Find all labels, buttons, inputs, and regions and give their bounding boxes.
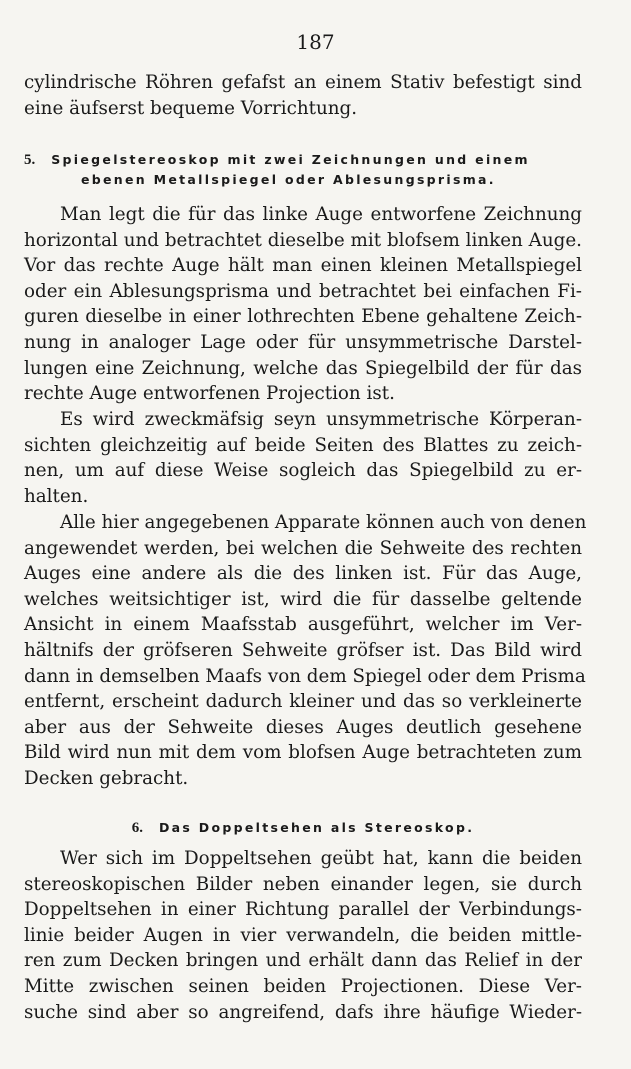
section-6-heading [24, 818, 582, 838]
text-line: nung in analoger Lage oder für unsymmetrische Darstel- [24, 331, 582, 353]
section-5-title-line1: Spiegelstereoskop mit zwei Zeichnungen und einem [51, 152, 530, 167]
text-line: hältnifs der gröfseren Sehweite gröfser ist. Das Bild wird [24, 639, 582, 661]
text-line: guren dieselbe in einer lothrechten Ebene gehaltene Zeich- [24, 306, 582, 328]
text-line: suche sind aber so angreifend, dafs ihre häufige Wieder- [24, 1001, 582, 1023]
section-6-number: 6. [131, 820, 143, 836]
text-line: ren zum Decken bringen und erhält dann das Relief in der [24, 950, 582, 972]
section-5-paragraph-3 [24, 510, 587, 792]
text-line: Wer sich im Doppeltsehen geübt hat, kann die beiden [60, 848, 582, 869]
text-line: lungen eine Zeichnung, welche das Spiegelbild der für das [24, 357, 582, 379]
text-line: dann in demselben Maafs von dem Spiegel oder dem Prisma [24, 665, 586, 687]
section-6-title: Das Doppeltsehen als Stereoskop. [159, 820, 475, 835]
section-5-paragraph-1 [24, 202, 582, 407]
text-line: Man legt die für das linke Auge entworfene Zeichnung [60, 204, 582, 225]
text-line: welches weitsichtiger ist, wird die für dasselbe geltende [24, 588, 582, 610]
text-line: oder ein Ablesungsprisma und betrachtet bei einfachen Fi- [24, 280, 582, 302]
intro-paragraph [24, 70, 582, 121]
text-line: Doppeltsehen in einer Richtung parallel der Verbindungs- [24, 899, 582, 921]
section-5-paragraph-2 [24, 407, 582, 509]
text-line: Bild wird nun mit dem vom blofsen Auge betrachteten zum [24, 742, 582, 764]
page-number: 187 [296, 30, 335, 54]
text-line: Mitte zwischen seinen beiden Projectionen. Diese Ver- [24, 975, 582, 997]
text-line: stereoskopischen Bilder neben einander legen, sie durch [24, 873, 582, 895]
text-line: angewendet werden, bei welchen die Sehweite des rechten [24, 537, 582, 559]
text-line: cylindrische Röhren gefafst an einem Stativ befestigt sind [24, 72, 582, 93]
text-line: sichten gleichzeitig auf beide Seiten des Blattes zu zeich- [24, 434, 582, 456]
text-line: Es wird zweckmäfsig seyn unsymmetrische Körperan- [60, 409, 582, 430]
text-line: Decken gebracht. [24, 767, 189, 789]
text-line: Alle hier angegebenen Apparate können auch von denen [60, 512, 587, 533]
text-line: nen, um auf diese Weise sogleich das Spiegelbild zu er- [24, 460, 582, 482]
text-line: aber aus der Sehweite dieses Auges deutlich gesehene [24, 716, 582, 738]
section-5-number: 5. [24, 152, 36, 168]
section-5-heading [24, 150, 582, 190]
text-line: horizontal und betrachtet dieselbe mit blofsem linken Auge. [24, 229, 582, 251]
text-line: linie beider Augen in vier verwandeln, die beiden mittle- [24, 924, 582, 946]
section-5-title-line2: ebenen Metallspiegel oder Ablesungsprisma. [81, 172, 496, 187]
text-line: halten. [24, 485, 89, 507]
text-line: Auges eine andere als die des linken ist. Für das Auge, [24, 563, 582, 585]
text-line: eine äufserst bequeme Vorrichtung. [24, 97, 358, 119]
section-6-paragraph [24, 846, 582, 1025]
text-line: Ansicht in einem Maafsstab ausgeführt, welcher im Ver- [24, 614, 582, 636]
text-line: rechte Auge entworfenen Projection ist. [24, 383, 395, 405]
text-line: Vor das rechte Auge hält man einen kleinen Metallspiegel [24, 255, 582, 277]
text-line: entfernt, erscheint dadurch kleiner und das so verkleinerte [24, 691, 582, 713]
